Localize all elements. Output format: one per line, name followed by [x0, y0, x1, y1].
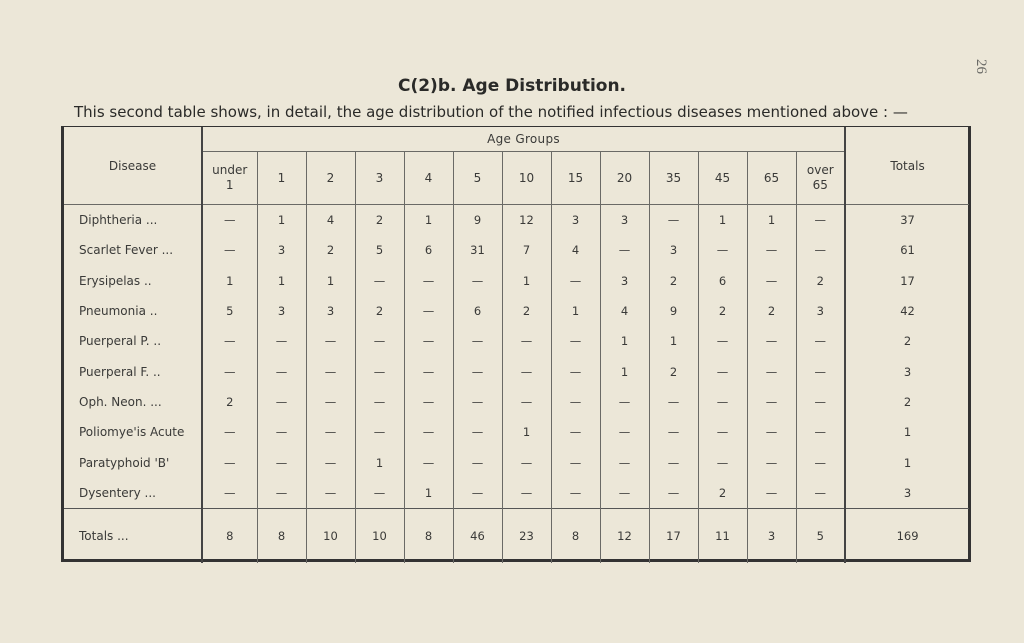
value-cell: —	[404, 326, 453, 356]
age-group-header-line2: 5	[473, 170, 482, 185]
table-frame	[61, 126, 971, 562]
value-cell: —	[202, 417, 257, 447]
value-cell: —	[404, 356, 453, 386]
disease-name-cell: Puerperal P. ..	[64, 326, 202, 356]
value-cell: —	[747, 266, 796, 296]
age-group-header	[257, 152, 306, 205]
value-cell: —	[202, 326, 257, 356]
value-cell: 5	[202, 296, 257, 326]
value-cell: 9	[649, 296, 698, 326]
row-total-cell: 2	[845, 326, 969, 356]
value-cell: —	[551, 417, 600, 447]
page-title: C(2)b. Age Distribution.	[397, 76, 627, 96]
value-cell: 2	[649, 356, 698, 386]
value-cell: 2	[796, 266, 845, 296]
value-cell: 1	[404, 478, 453, 509]
value-cell: —	[404, 387, 453, 417]
disease-name-cell: Totals ...	[64, 508, 202, 563]
value-cell: —	[257, 326, 306, 356]
value-cell: —	[747, 447, 796, 477]
age-group-header	[306, 152, 355, 205]
value-cell: —	[796, 417, 845, 447]
value-cell: —	[355, 326, 404, 356]
value-cell: 12	[502, 205, 551, 236]
table-row	[64, 447, 969, 477]
value-cell: —	[551, 326, 600, 356]
table-row	[64, 266, 969, 296]
age-group-header-line1: over	[806, 163, 834, 177]
disease-name-cell: Scarlet Fever ...	[64, 235, 202, 265]
age-group-header	[747, 152, 796, 205]
value-cell: 8	[551, 508, 600, 563]
value-cell: 3	[600, 205, 649, 236]
value-cell: —	[649, 417, 698, 447]
value-cell: —	[306, 417, 355, 447]
value-cell: 1	[600, 356, 649, 386]
value-cell: —	[649, 387, 698, 417]
value-cell: 2	[698, 296, 747, 326]
value-cell: 1	[649, 326, 698, 356]
value-cell: —	[453, 326, 502, 356]
value-cell: —	[551, 447, 600, 477]
age-group-header-line2: 1	[277, 170, 286, 185]
table-row	[64, 296, 969, 326]
value-cell: —	[404, 417, 453, 447]
disease-name-cell: Diphtheria ...	[64, 205, 202, 236]
value-cell: —	[747, 417, 796, 447]
row-total-cell: 1	[845, 447, 969, 477]
row-total-cell: 42	[845, 296, 969, 326]
value-cell: —	[355, 387, 404, 417]
value-cell: —	[796, 235, 845, 265]
table-row	[64, 387, 969, 417]
value-cell: —	[355, 478, 404, 509]
disease-column-header: Disease	[64, 127, 202, 204]
age-group-header-line2: 45	[714, 170, 731, 185]
value-cell: —	[796, 356, 845, 386]
value-cell: —	[747, 356, 796, 386]
value-cell: —	[306, 356, 355, 386]
value-cell: —	[600, 387, 649, 417]
value-cell: 1	[306, 266, 355, 296]
value-cell: —	[747, 478, 796, 509]
value-cell: 6	[404, 235, 453, 265]
value-cell: —	[698, 356, 747, 386]
table-row	[64, 417, 969, 447]
value-cell: 3	[551, 205, 600, 236]
value-cell: —	[453, 356, 502, 386]
value-cell: 1	[698, 205, 747, 236]
value-cell: —	[600, 478, 649, 509]
value-cell: 46	[453, 508, 502, 563]
value-cell: —	[698, 447, 747, 477]
value-cell: 4	[551, 235, 600, 265]
value-cell: —	[404, 447, 453, 477]
value-cell: 2	[355, 205, 404, 236]
row-total-cell: 3	[845, 478, 969, 509]
table-row	[64, 356, 969, 386]
value-cell: 2	[355, 296, 404, 326]
value-cell: 1	[257, 205, 306, 236]
row-total-cell: 169	[845, 508, 969, 563]
value-cell: 4	[306, 205, 355, 236]
age-group-header-line2: 35	[665, 170, 682, 185]
value-cell: 6	[453, 296, 502, 326]
disease-name-cell: Oph. Neon. ...	[64, 387, 202, 417]
value-cell: 3	[257, 296, 306, 326]
value-cell: —	[551, 387, 600, 417]
totals-row	[64, 508, 969, 563]
value-cell: 8	[202, 508, 257, 563]
value-cell: —	[202, 235, 257, 265]
value-cell: 1	[502, 266, 551, 296]
value-cell: —	[404, 266, 453, 296]
value-cell: —	[551, 478, 600, 509]
value-cell: 31	[453, 235, 502, 265]
age-group-header-line2: 65	[763, 170, 780, 185]
age-group-header	[404, 152, 453, 205]
age-group-header	[551, 152, 600, 205]
value-cell: 17	[649, 508, 698, 563]
age-group-header	[355, 152, 404, 205]
disease-name-cell: Puerperal F. ..	[64, 356, 202, 386]
value-cell: —	[306, 387, 355, 417]
value-cell: —	[649, 447, 698, 477]
value-cell: —	[796, 205, 845, 236]
value-cell: 6	[698, 266, 747, 296]
value-cell: 8	[257, 508, 306, 563]
age-group-header	[649, 152, 698, 205]
row-total-cell: 17	[845, 266, 969, 296]
row-total-cell: 2	[845, 387, 969, 417]
value-cell: 2	[502, 296, 551, 326]
value-cell: —	[600, 417, 649, 447]
value-cell: —	[202, 205, 257, 236]
value-cell: 3	[796, 296, 845, 326]
page-number: 26	[973, 59, 989, 74]
value-cell: 10	[355, 508, 404, 563]
disease-name-cell: Paratyphoid 'B'	[64, 447, 202, 477]
age-group-header-line2: 1	[225, 178, 234, 192]
value-cell: —	[306, 326, 355, 356]
value-cell: 2	[698, 478, 747, 509]
disease-name-cell: Poliomye'is Acute	[64, 417, 202, 447]
age-group-header	[202, 152, 257, 205]
row-total-cell: 1	[845, 417, 969, 447]
value-cell: —	[698, 417, 747, 447]
totals-column-header: Totals	[845, 127, 969, 204]
row-total-cell: 3	[845, 356, 969, 386]
table-caption: This second table shows, in detail, the age distribution of the notified infectious diseases mentioned above : —	[74, 103, 908, 121]
value-cell: —	[355, 356, 404, 386]
age-group-header-line1: under	[212, 163, 248, 177]
value-cell: —	[355, 266, 404, 296]
age-group-header-line2: 20	[616, 170, 633, 185]
value-cell: 1	[747, 205, 796, 236]
age-group-header-line2: 3	[375, 170, 384, 185]
value-cell: —	[747, 235, 796, 265]
value-cell: 2	[202, 387, 257, 417]
age-distribution-table	[64, 127, 969, 563]
value-cell: 2	[649, 266, 698, 296]
value-cell: 4	[600, 296, 649, 326]
value-cell: —	[649, 205, 698, 236]
age-group-header	[502, 152, 551, 205]
value-cell: —	[747, 387, 796, 417]
age-group-header-line2: 15	[567, 170, 584, 185]
value-cell: —	[202, 478, 257, 509]
value-cell: —	[404, 296, 453, 326]
age-group-header-line2: 65	[812, 178, 828, 192]
value-cell: —	[649, 478, 698, 509]
value-cell: —	[796, 387, 845, 417]
age-group-header-line2: 2	[326, 170, 335, 185]
value-cell: 3	[600, 266, 649, 296]
value-cell: 1	[551, 296, 600, 326]
value-cell: —	[796, 447, 845, 477]
table-row	[64, 326, 969, 356]
value-cell: —	[698, 235, 747, 265]
value-cell: —	[796, 326, 845, 356]
value-cell: 8	[404, 508, 453, 563]
value-cell: —	[257, 356, 306, 386]
disease-name-cell: Dysentery ...	[64, 478, 202, 509]
value-cell: 11	[698, 508, 747, 563]
value-cell: —	[257, 417, 306, 447]
value-cell: 1	[257, 266, 306, 296]
value-cell: 23	[502, 508, 551, 563]
row-total-cell: 37	[845, 205, 969, 236]
value-cell: —	[306, 447, 355, 477]
value-cell: —	[502, 356, 551, 386]
value-cell: —	[551, 266, 600, 296]
value-cell: —	[453, 417, 502, 447]
value-cell: —	[453, 478, 502, 509]
value-cell: —	[698, 326, 747, 356]
value-cell: —	[502, 447, 551, 477]
value-cell: —	[796, 478, 845, 509]
age-group-header-line2: 4	[424, 170, 433, 185]
value-cell: —	[698, 387, 747, 417]
value-cell: 5	[355, 235, 404, 265]
value-cell: 1	[404, 205, 453, 236]
value-cell: 3	[747, 508, 796, 563]
value-cell: —	[600, 235, 649, 265]
value-cell: 1	[502, 417, 551, 447]
value-cell: —	[453, 387, 502, 417]
value-cell: 1	[355, 447, 404, 477]
value-cell: —	[453, 447, 502, 477]
age-group-header	[698, 152, 747, 205]
value-cell: —	[257, 387, 306, 417]
value-cell: 1	[202, 266, 257, 296]
value-cell: 12	[600, 508, 649, 563]
value-cell: —	[600, 447, 649, 477]
value-cell: —	[502, 326, 551, 356]
table-row	[64, 205, 969, 236]
age-group-header	[600, 152, 649, 205]
value-cell: 9	[453, 205, 502, 236]
value-cell: 3	[649, 235, 698, 265]
table-row	[64, 478, 969, 509]
disease-name-cell: Erysipelas ..	[64, 266, 202, 296]
value-cell: —	[257, 447, 306, 477]
value-cell: —	[502, 387, 551, 417]
value-cell: 2	[747, 296, 796, 326]
value-cell: —	[355, 417, 404, 447]
value-cell: 10	[306, 508, 355, 563]
value-cell: —	[202, 356, 257, 386]
table-row	[64, 235, 969, 265]
age-groups-header: Age Groups	[202, 127, 845, 152]
age-group-header-line2: 10	[518, 170, 535, 185]
value-cell: 1	[600, 326, 649, 356]
value-cell: 2	[306, 235, 355, 265]
value-cell: 7	[502, 235, 551, 265]
value-cell: —	[747, 326, 796, 356]
age-group-header	[796, 152, 845, 205]
value-cell: 3	[257, 235, 306, 265]
value-cell: —	[202, 447, 257, 477]
value-cell: 5	[796, 508, 845, 563]
value-cell: —	[453, 266, 502, 296]
age-group-header	[453, 152, 502, 205]
value-cell: —	[551, 356, 600, 386]
value-cell: —	[257, 478, 306, 509]
value-cell: —	[306, 478, 355, 509]
row-total-cell: 61	[845, 235, 969, 265]
value-cell: —	[502, 478, 551, 509]
disease-name-cell: Pneumonia ..	[64, 296, 202, 326]
value-cell: 3	[306, 296, 355, 326]
